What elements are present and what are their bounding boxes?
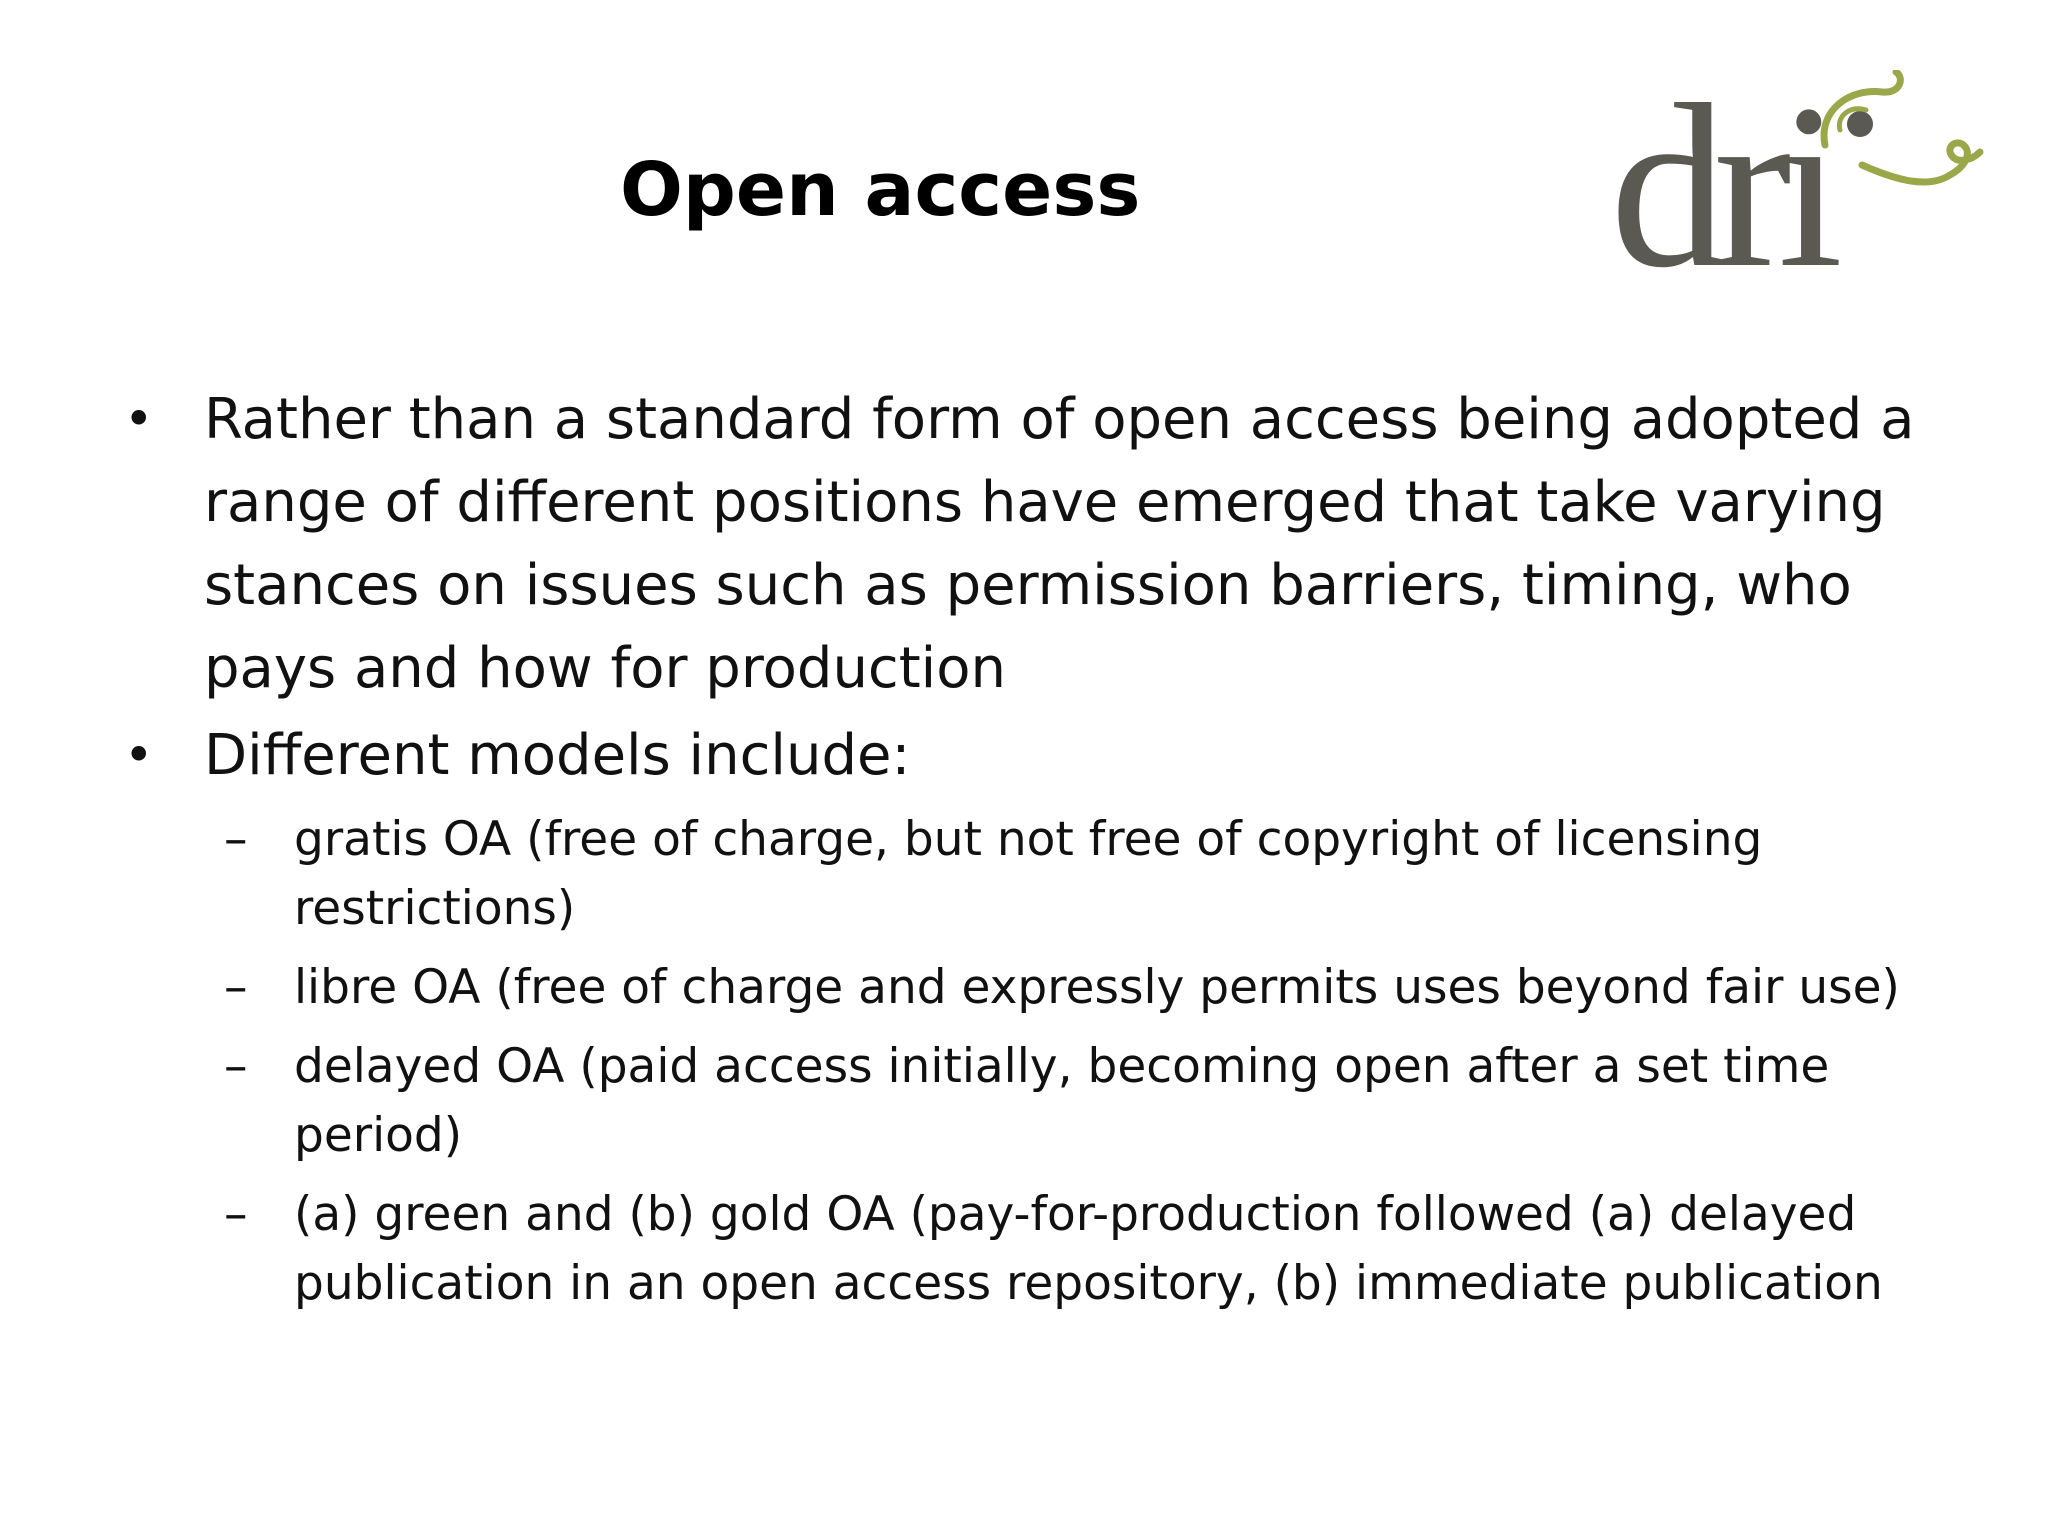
sub-bullet-text: libre OA (free of charge and expressly permits uses beyond fair use) [294, 960, 1900, 1015]
dash-glyph: – [224, 1039, 248, 1094]
dri-logo-text: dri [1610, 70, 1830, 280]
bullet-item [120, 378, 1920, 710]
sub-list [120, 805, 1920, 1318]
sub-bullet-item [120, 1180, 1920, 1318]
sub-bullet-item [120, 1032, 1920, 1170]
sub-bullet-text: gratis OA (free of charge, but not free of copyright of licensing restrictions) [294, 812, 1763, 936]
sub-bullet-item [120, 953, 1920, 1022]
bullet-text: Different models include: [204, 723, 911, 788]
bullet-text: Rather than a standard form of open access being adopted a range of different positions have emerged that take varying stances on issues such as permission barriers, timing, who pays and how for production [204, 387, 1915, 701]
sub-bullet-item [120, 805, 1920, 943]
sub-bullet-text: delayed OA (paid access initially, becoming open after a set time period) [294, 1039, 1830, 1163]
bullet-glyph: • [124, 726, 154, 784]
dash-glyph: – [224, 960, 248, 1015]
logo-dot [1847, 111, 1873, 137]
dri-logo [1600, 70, 2000, 280]
dash-glyph: – [224, 1187, 248, 1242]
sub-bullet-text: (a) green and (b) gold OA (pay-for-production followed (a) delayed publication in an open access repository, (b) immediate publication [294, 1187, 1883, 1311]
slide-title: Open access [620, 147, 1141, 233]
dash-glyph: – [224, 812, 248, 867]
bullet-item [120, 714, 1920, 797]
slide-body [120, 378, 1920, 1318]
bullet-glyph: • [124, 390, 154, 448]
